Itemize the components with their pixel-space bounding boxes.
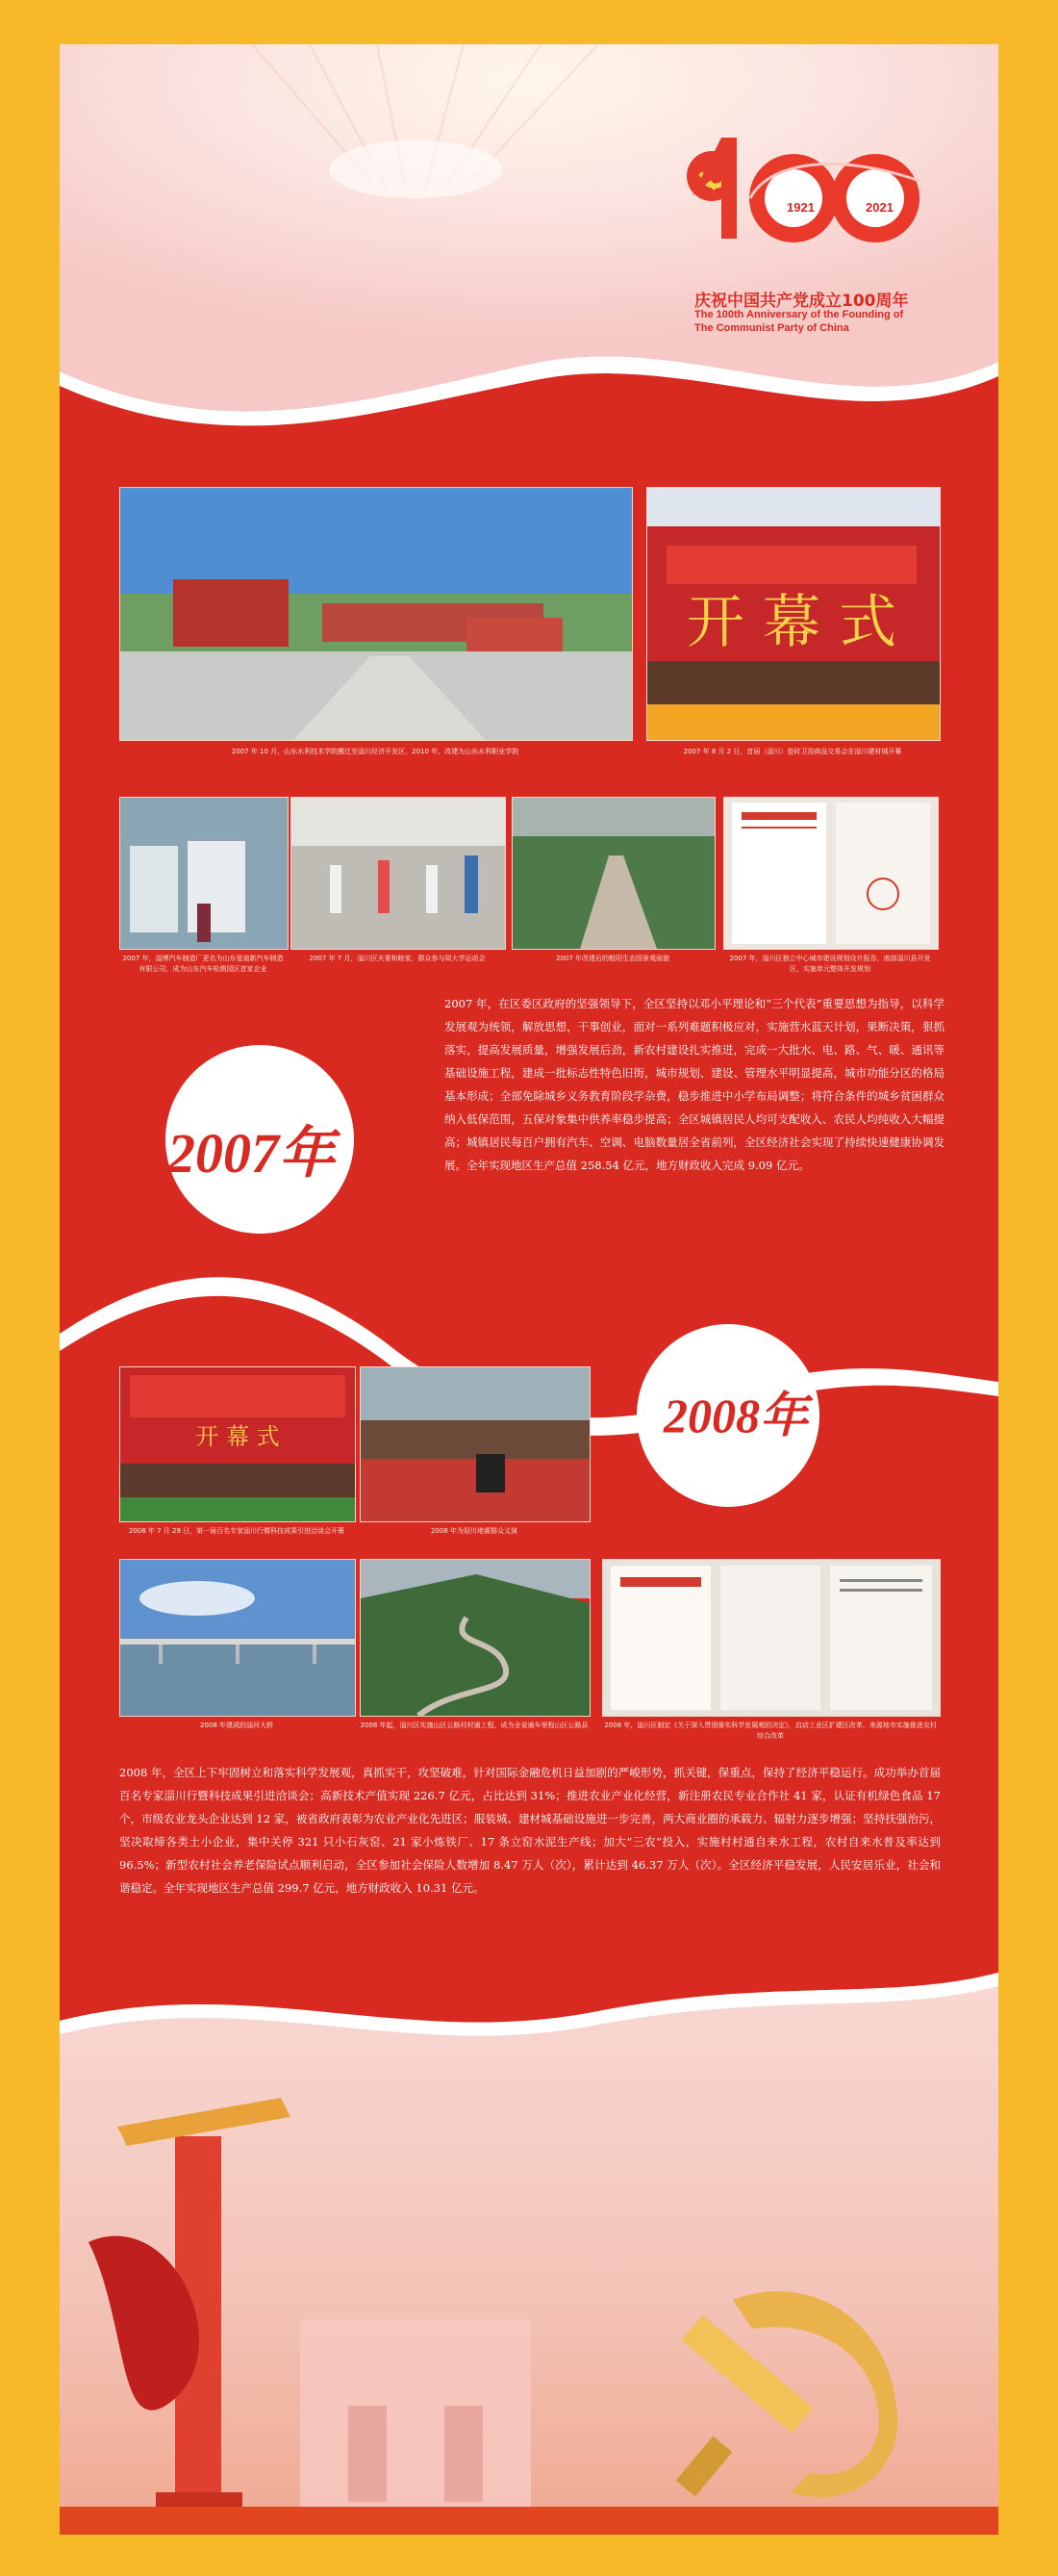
- photo-mountain-road: [360, 1559, 591, 1717]
- photo-eco-park: [512, 797, 716, 950]
- svg-text:开 幕 式: 开 幕 式: [686, 589, 897, 656]
- photo-sports-event: [290, 797, 506, 950]
- logo-title-english-line2: The Communist Party of China: [694, 322, 849, 334]
- party-100-emblem-icon: [683, 123, 933, 268]
- caption-water-college: 2007 年 10 月，山东水利技术学院搬迁至淄川经济开发区，2010 年，改建为山东水利职业学院: [231, 748, 519, 755]
- photo-policy-documents: [602, 1559, 941, 1717]
- centenary-logo: [683, 123, 971, 334]
- caption-vehicle-factory: 2007 年，淄博汽车制造厂更名为山东爱迪新汽车制造有限公司，成为山东汽车检测园区首家企业: [122, 955, 284, 973]
- paragraph-2008: 2008 年，全区上下牢固树立和落实科学发展观，真抓实干，攻坚破难，针对国际金融危机日益加剧的严峻形势，抓关键，保重点，保持了经济平稳运行。成功举办首届百名专家淄川行暨科技成果引进洽谈会；高新技术产值实现 226.7 亿元，占比达到 31%；推进农业产业化经营，新注册农民专业合作社 41 家，认证有机绿色食品 17 个，市级农业龙头企业达到 12 家，被省政府表彰为农业产业化先进区；服装城、建材城基础设施进一步完善，两大商业圈的承载力、辐射力逐步增强；坚持扶强治污，坚决取缔各类土小企业，集中关停 321 只小石灰窑、21 家小炼铁厂、17 条立窑水泥生产线；加大“三农”投入，实施村村通自来水工程，农村自来水普及率达到 96.5%；新型农村社会养老保险试点顺利启动，全区参加社会保险人数增加 8.47 万人（次），累计达到 46.37 万人（次）。全区经济平稳发展，人民安居乐业，社会和谐稳定。全年实现地区生产总值 299.7 亿元，地方财政收入 10.31 亿元。: [119, 1766, 941, 1895]
- paragraph-2007: 2007 年，在区委区政府的坚强领导下，全区坚持以邓小平理论和“三个代表”重要思想为指导，以科学发展观为统领，解放思想，干事创业，面对一系列难题积极应对，实施营水蓝天计划，果断决策，狠抓落实，提高发展质量，增强发展后劲，新农村建设扎实推进，完成一大批水、电、路、气、暖、通讯等基础设施工程，建成一批标志性特色旧街，城市规划、建设、管理水平明显提高，城市功能分区的格局基本形成；全部免除城乡义务教育阶段学杂费，稳步推进中小学布局调整；将符合条件的城乡贫困群众纳入低保范围，五保对象集中供养率稳步提高；全区城镇居民人均可支配收入、农民人均纯收入大幅提高；城镇居民每百户拥有汽车、空调、电脑数量居全省前列，全区经济社会实现了持续快速健康协调发展。全年实现地区生产总值 258.54 亿元，地方财政收入完成 9.09 亿元。: [444, 997, 945, 1172]
- year-label-2008: 2008年: [664, 1389, 808, 1442]
- caption-expert-forum: 2008 年 7 月 29 日，第一届百名专家淄川行暨科技成果引进洽谈会开幕: [128, 1527, 345, 1535]
- year-label-2007: 2007年: [167, 1122, 336, 1185]
- poster-panel: [60, 44, 998, 2535]
- logo-year-end: 2021: [866, 200, 894, 215]
- caption-policy-documents: 2008 年，淄川区制定《关于深入贯彻落实科学发展观的决定》，启动工业区扩建区改革，来源地市实施推进农村综合改革: [604, 1722, 937, 1740]
- caption-ceramic-expo: 2007 年 8 月 2 日，首届（淄川）瓷砖卫浴商品交易会在淄川建材城开幕: [683, 748, 902, 755]
- photo-earthquake-charity-show: [360, 1366, 591, 1522]
- svg-text:开 幕 式: 开 幕 式: [195, 1423, 280, 1450]
- caption-government-documents: 2007 年，淄川区独立中心城市建设规划设计报告，南部淄川县开发区，实施单元整体开发规划: [729, 955, 931, 973]
- logo-title-english-line1: The 100th Anniversary of the Founding of: [694, 309, 904, 320]
- caption-sports-event: 2007 年 7 月，淄川区夫妻和睦家，群众参与周大学运动会: [309, 955, 486, 962]
- photo-expert-forum-opening: [119, 1366, 356, 1522]
- photo-water-college-campus: [119, 487, 633, 741]
- caption-zihe-bridge: 2008 年建成的淄河大桥: [199, 1722, 274, 1729]
- logo-title-chinese: 庆祝中国共产党成立100周年: [694, 292, 909, 311]
- logo-year-start: 1921: [787, 200, 815, 215]
- caption-eco-park: 2007 年改建后的般阳生态园景观面貌: [555, 955, 670, 962]
- photo-zihe-bridge: [119, 1559, 356, 1717]
- footer-background: [60, 1953, 998, 2535]
- photo-ceramic-expo-opening: [646, 487, 941, 741]
- photo-vehicle-factory: [119, 797, 289, 950]
- caption-mountain-road: 2008 年起，淄川区实施山区公路村村通工程，成为全省通车里程山区公路县: [360, 1722, 589, 1729]
- caption-charity-show: 2008 年为迎川地震群众义演: [430, 1527, 518, 1535]
- photo-government-documents: [723, 797, 939, 950]
